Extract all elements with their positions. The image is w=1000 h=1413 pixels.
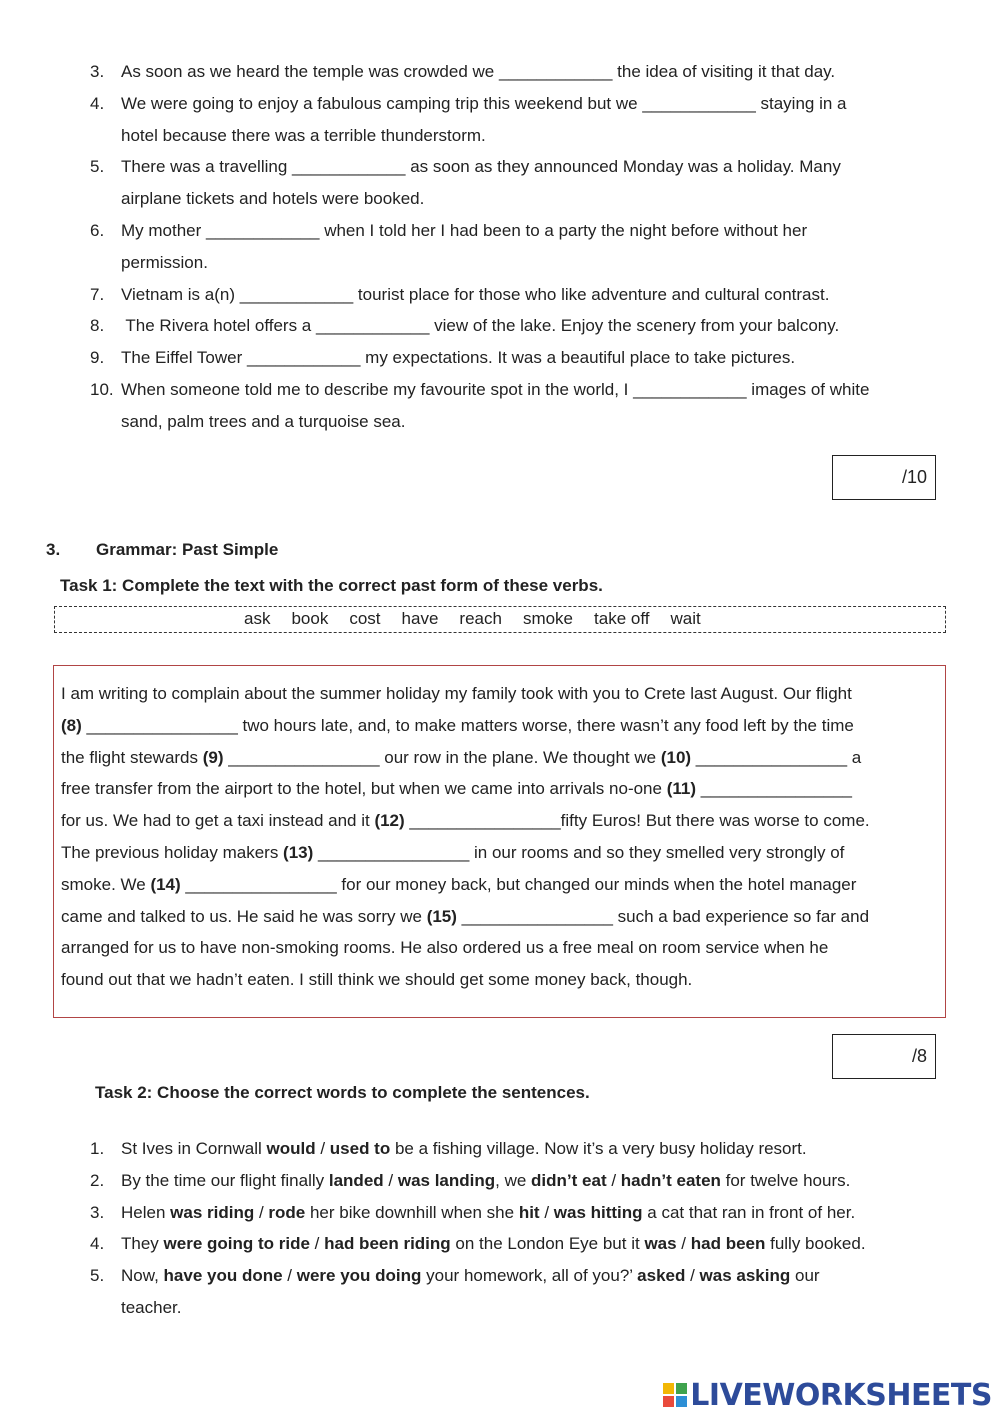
text-segment: I am writing to complain about the summer holiday my family took with you to Crete last August. Our flight bbox=[61, 684, 852, 703]
item-text: We were going to enjoy a fabulous camping trip this weekend but we ____________ staying in a bbox=[121, 93, 847, 113]
text-segment: ________________ for our money back, but changed our minds when the hotel manager came and talked to us. He said he was sorry we bbox=[61, 874, 857, 926]
gap-number: (10) bbox=[660, 747, 692, 767]
exercise-item bbox=[90, 310, 950, 342]
sentence-text: on the London Eye but it bbox=[450, 1234, 645, 1254]
sentence-text: for twelve hours. bbox=[720, 1170, 851, 1190]
sentence-text: our teacher. bbox=[121, 1266, 820, 1317]
answer-option: was hitting bbox=[553, 1202, 643, 1222]
answer-option: used to bbox=[329, 1139, 391, 1158]
text-segment: ________________ a free transfer from the airport to the hotel, but when we came into arrivals no-one bbox=[61, 747, 862, 799]
task2-item bbox=[90, 1165, 950, 1197]
score-box-exercise-1 bbox=[832, 455, 936, 500]
task2-item bbox=[90, 1260, 950, 1324]
exercise-item bbox=[90, 151, 950, 215]
exercise-item bbox=[90, 88, 950, 152]
sentence-text: Helen bbox=[121, 1202, 171, 1222]
text-segment: ________________ for us. We had to get a taxi instead and it bbox=[61, 779, 852, 831]
verb-list bbox=[244, 609, 722, 629]
item-text: permission. bbox=[121, 252, 208, 272]
text-segment: ________________ such a bad experience so far and arranged for us to have non-smoking rooms. He also ordered us a free meal on room service when he found out that we hadn’t eaten. I still think we should get some money back, though. bbox=[61, 906, 870, 990]
answer-option: hadn’t eaten bbox=[620, 1170, 721, 1190]
logo-square bbox=[663, 1396, 674, 1407]
sentence-text: a cat that ran in front of her. bbox=[642, 1202, 856, 1222]
sentence-text: / bbox=[315, 1139, 330, 1158]
answer-option: didn’t eat bbox=[531, 1170, 607, 1190]
answer-option: was riding bbox=[170, 1202, 255, 1222]
text-segment: ________________fifty Euros! But there was worse to come. The previous holiday makers bbox=[61, 811, 870, 862]
logo-mark-icon bbox=[663, 1383, 687, 1407]
verb-bank bbox=[54, 606, 946, 633]
verb-option: book bbox=[291, 609, 329, 628]
exercise-item bbox=[90, 374, 950, 438]
exercise-item bbox=[90, 279, 950, 311]
answer-option: had been bbox=[690, 1234, 766, 1254]
verb-option: wait bbox=[670, 609, 701, 628]
answer-option: were you doing bbox=[296, 1266, 422, 1286]
section-heading bbox=[46, 540, 278, 560]
verb-option: have bbox=[401, 609, 439, 628]
sentence-text: They bbox=[121, 1234, 164, 1254]
item-text: When someone told me to describe my favourite spot in the world, I ____________ images of white bbox=[121, 379, 870, 399]
task2-instruction: Task 2: Choose the correct words to complete the sentences. bbox=[95, 1083, 590, 1102]
sentence-text: / bbox=[282, 1266, 297, 1286]
item-number: 1. bbox=[90, 1139, 105, 1158]
score-label: /8 bbox=[911, 1046, 927, 1066]
sentence-text: / bbox=[606, 1170, 621, 1190]
answer-option: had been riding bbox=[324, 1234, 451, 1254]
task2-item bbox=[90, 1197, 950, 1229]
item-text: hotel because there was a terrible thunderstorm. bbox=[121, 125, 486, 145]
sentence-text: your homework, all of you?’ bbox=[421, 1266, 638, 1286]
item-text: The Rivera hotel offers a ____________ view of the lake. Enjoy the scenery from your balcony. bbox=[121, 316, 840, 336]
exercise-item bbox=[90, 342, 950, 374]
item-number: 5. bbox=[90, 1266, 105, 1286]
gap-number: (11) bbox=[666, 779, 696, 799]
sentence-text: / bbox=[685, 1266, 700, 1286]
logo-square bbox=[663, 1383, 674, 1394]
gap-number: (9) bbox=[202, 747, 224, 767]
gap-number: (13) bbox=[283, 842, 314, 862]
logo-square bbox=[676, 1383, 687, 1394]
section-number: 3. bbox=[46, 540, 61, 559]
score-box-task-1 bbox=[832, 1034, 936, 1079]
item-number: 8. bbox=[90, 316, 105, 336]
text-segment: ________________ two hours late, and, to make matters worse, there wasn’t any food left by the time the flight stewards bbox=[61, 715, 854, 767]
verb-option: smoke bbox=[522, 609, 574, 628]
sentence-text: / bbox=[676, 1234, 691, 1254]
item-text: As soon as we heard the temple was crowded we ____________ the idea of visiting it that day. bbox=[121, 62, 836, 81]
gap-number: (15) bbox=[426, 906, 457, 926]
answer-option: would bbox=[266, 1139, 316, 1158]
vocabulary-exercise-list bbox=[90, 56, 950, 438]
logo-square bbox=[676, 1396, 687, 1407]
answer-option: asked bbox=[637, 1266, 686, 1286]
sentence-text: / bbox=[254, 1202, 269, 1222]
exercise-item bbox=[90, 56, 950, 88]
answer-option: was bbox=[644, 1234, 677, 1254]
item-number: 3. bbox=[90, 62, 105, 81]
gap-fill-text bbox=[61, 678, 941, 996]
item-text: My mother ____________ when I told her I had been to a party the night before without her bbox=[121, 220, 808, 240]
item-text: sand, palm trees and a turquoise sea. bbox=[121, 411, 406, 431]
item-number: 4. bbox=[90, 93, 105, 113]
score-label: /10 bbox=[901, 467, 927, 487]
item-number: 6. bbox=[90, 220, 105, 240]
item-text: The Eiffel Tower ____________ my expectations. It was a beautiful place to take pictures. bbox=[121, 348, 796, 368]
answer-option: landed bbox=[328, 1170, 384, 1190]
verb-option: cost bbox=[349, 609, 381, 628]
sentence-text: her bike downhill when she bbox=[305, 1202, 519, 1222]
sentence-text: Now, bbox=[121, 1266, 164, 1286]
verb-option: take off bbox=[594, 609, 650, 628]
sentence-text: / bbox=[309, 1234, 325, 1254]
item-number: 2. bbox=[90, 1170, 105, 1190]
item-number: 9. bbox=[90, 348, 105, 368]
item-number: 5. bbox=[90, 157, 105, 177]
sentence-text: St Ives in Cornwall bbox=[121, 1139, 267, 1158]
sentence-text: , we bbox=[495, 1170, 532, 1190]
text-segment: ________________ in our rooms and so they smelled very strongly of smoke. We bbox=[61, 842, 845, 894]
item-number: 7. bbox=[90, 284, 105, 304]
task2-item bbox=[90, 1133, 950, 1165]
section-title: Grammar: Past Simple bbox=[96, 540, 279, 559]
task1-instruction: Task 1: Complete the text with the correct past form of these verbs. bbox=[60, 576, 603, 595]
gap-number: (14) bbox=[150, 874, 181, 894]
sentence-text: / bbox=[539, 1202, 554, 1222]
text-segment: ________________ our row in the plane. We thought we bbox=[223, 747, 661, 767]
sentence-text: be a fishing village. Now it’s a very busy holiday resort. bbox=[390, 1139, 807, 1158]
answer-option: were going to ride bbox=[163, 1234, 310, 1254]
logo-text: LIVEWORKSHEETS bbox=[690, 1377, 992, 1413]
answer-option: rode bbox=[268, 1202, 306, 1222]
sentence-text: By the time our flight finally bbox=[121, 1170, 329, 1190]
task2-sentence-list bbox=[90, 1133, 950, 1324]
answer-option: was asking bbox=[699, 1266, 791, 1286]
verb-option: reach bbox=[459, 609, 502, 628]
item-text: There was a travelling ____________ as soon as they announced Monday was a holiday. Many bbox=[121, 157, 841, 177]
exercise-item bbox=[90, 215, 950, 279]
answer-option: have you done bbox=[163, 1266, 283, 1286]
sentence-text: fully booked. bbox=[765, 1234, 866, 1254]
sentence-text: / bbox=[383, 1170, 398, 1190]
item-number: 3. bbox=[90, 1202, 105, 1222]
item-text: Vietnam is a(n) ____________ tourist place for those who like adventure and cultural contrast. bbox=[121, 284, 830, 304]
gap-number: (8) bbox=[61, 715, 82, 735]
liveworksheets-logo bbox=[663, 1378, 992, 1412]
item-text: airplane tickets and hotels were booked. bbox=[121, 189, 425, 209]
item-number: 10. bbox=[90, 379, 114, 399]
gap-fill-text-box bbox=[53, 665, 946, 1018]
answer-option: hit bbox=[518, 1202, 540, 1222]
gap-number: (12) bbox=[374, 811, 405, 831]
verb-option: ask bbox=[244, 609, 271, 628]
task2-item bbox=[90, 1228, 950, 1260]
answer-option: was landing bbox=[397, 1170, 496, 1190]
item-number: 4. bbox=[90, 1234, 105, 1254]
